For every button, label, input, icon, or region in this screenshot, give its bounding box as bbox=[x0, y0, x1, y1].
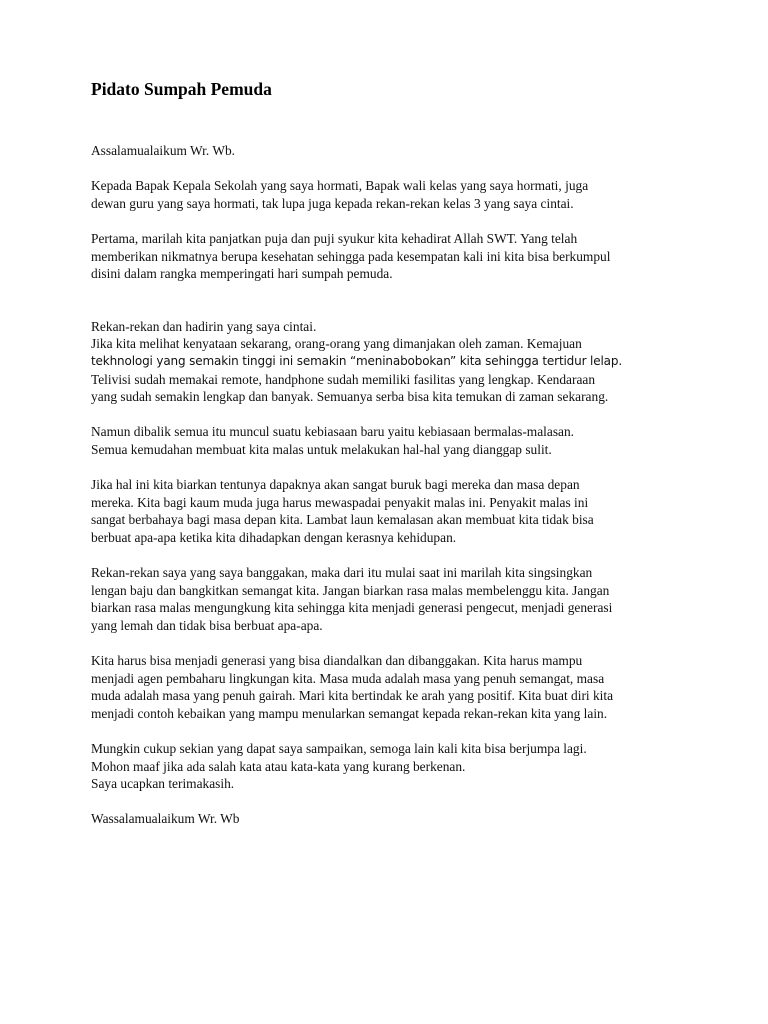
text-line: yang lemah dan tidak bisa berbuat apa-apa. bbox=[91, 617, 323, 633]
text-line: mereka. Kita bagi kaum muda juga harus mewaspadai penyakit malas ini. Penyakit malas ini bbox=[91, 494, 589, 510]
paragraph-reality bbox=[91, 318, 691, 406]
paragraph-greeting bbox=[91, 142, 691, 160]
text-line: Rekan-rekan dan hadirin yang saya cintai. bbox=[91, 318, 317, 334]
text-line: berbuat apa-apa ketika kita dihadapkan dengan kerasnya kehidupan. bbox=[91, 529, 457, 545]
paragraph-closing bbox=[91, 740, 691, 793]
paragraph-farewell bbox=[91, 810, 691, 828]
text-line: dewan guru yang saya hormati, tak lupa juga kepada rekan-rekan kelas 3 yang saya cintai. bbox=[91, 195, 574, 211]
paragraph-call-to-action bbox=[91, 564, 691, 634]
paragraph-opening bbox=[91, 230, 691, 283]
text-line: Jika kita melihat kenyataan sekarang, orang-orang yang dimanjakan oleh zaman. Kemajuan bbox=[91, 336, 582, 352]
text-line: Semua kemudahan membuat kita malas untuk melakukan hal-hal yang dianggap sulit. bbox=[91, 441, 552, 457]
text-line: memberikan nikmatnya berupa kesehatan sehingga pada kesempatan kali ini kita bisa berkumpul bbox=[91, 248, 611, 264]
text-line: Pertama, marilah kita panjatkan puja dan puji syukur kita kehadirat Allah SWT. Yang telah bbox=[91, 230, 578, 246]
text-line: muda adalah masa yang penuh gairah. Mari kita bertindak ke arah yang positif. Kita buat diri kita bbox=[91, 688, 614, 704]
paragraph-salutation bbox=[91, 177, 691, 212]
text-line: Kita harus bisa menjadi generasi yang bisa diandalkan dan dibanggakan. Kita harus mampu bbox=[91, 653, 583, 669]
document-title: Pidato Sumpah Pemuda bbox=[91, 79, 272, 99]
text-line: yang sudah semakin lengkap dan banyak. Semuanya serba bisa kita temukan di zaman sekarang. bbox=[91, 389, 609, 405]
text-line: Wassalamualaikum Wr. Wb bbox=[91, 811, 240, 827]
document-body bbox=[91, 78, 691, 846]
text-line: lengan baju dan bangkitkan semangat kita. Jangan biarkan rasa malas membelenggu kita. Jangan bbox=[91, 582, 610, 598]
text-line: tekhnologi yang semakin tinggi ini semakin “meninabobokan” kita sehingga tertidur lelap. bbox=[91, 353, 622, 368]
text-line: Namun dibalik semua itu muncul suatu kebiasaan baru yaitu kebiasaan bermalas-malasan. bbox=[91, 424, 575, 440]
paragraph-consequence bbox=[91, 476, 691, 546]
text-line: Saya ucapkan terimakasih. bbox=[91, 776, 235, 792]
text-line: disini dalam rangka memperingati hari sumpah pemuda. bbox=[91, 266, 393, 282]
paragraph-laziness bbox=[91, 423, 691, 458]
text-line: Mungkin cukup sekian yang dapat saya sampaikan, semoga lain kali kita bisa berjumpa lagi. bbox=[91, 741, 587, 756]
text-line: Kepada Bapak Kepala Sekolah yang saya hormati, Bapak wali kelas yang saya hormati, juga bbox=[91, 178, 589, 194]
text-line: Telivisi sudah memakai remote, handphone sudah memiliki fasilitas yang lengkap. Kendaraan bbox=[91, 371, 596, 387]
text-line: menjadi contoh kebaikan yang mampu menularkan semangat kepada rekan-rekan kita yang lain. bbox=[91, 705, 608, 721]
paragraph-generation bbox=[91, 652, 691, 722]
text-line: menjadi agen pembaharu lingkungan kita. Masa muda adalah masa yang penuh semangat, masa bbox=[91, 670, 605, 686]
text-line: biarkan rasa malas mengungkung kita sehingga kita menjadi generasi pengecut, menjadi generasi bbox=[91, 600, 613, 616]
text-line: Jika hal ini kita biarkan tentunya dapaknya akan sangat buruk bagi mereka dan masa depan bbox=[91, 477, 580, 493]
text-line: Rekan-rekan saya yang saya banggakan, maka dari itu mulai saat ini marilah kita singsingkan bbox=[91, 565, 593, 581]
text-line: sangat berbahaya bagi masa depan kita. Lambat laun kemalasan akan membuat kita tidak bisa bbox=[91, 512, 594, 528]
text-line: Mohon maaf jika ada salah kata atau kata-kata yang kurang berkenan. bbox=[91, 758, 466, 774]
text-line: Assalamualaikum Wr. Wb. bbox=[91, 143, 236, 158]
